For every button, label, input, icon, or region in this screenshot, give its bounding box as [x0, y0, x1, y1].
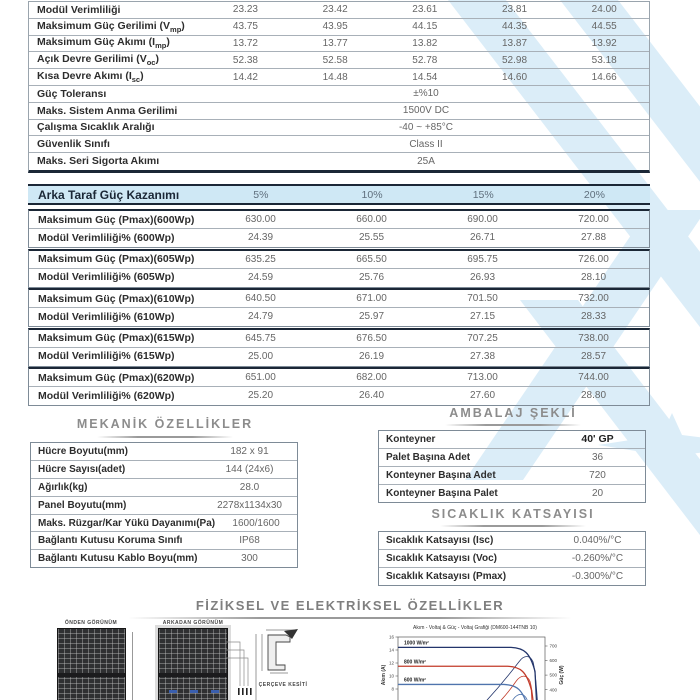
rear-gain-title: Arka Taraf Güç Kazanımı	[38, 187, 180, 202]
spec-row	[29, 308, 649, 325]
spec-value: 660.00	[356, 214, 387, 225]
spec-value: 720	[589, 469, 606, 481]
spec-row	[379, 568, 645, 585]
spec-label: Bağlantı Kutusu Koruma Sınıfı	[38, 535, 183, 547]
irradiance-series-label: 600 W/m²	[404, 677, 426, 684]
spec-label: Güç Toleransı	[37, 87, 107, 100]
spec-value: 24.79	[247, 311, 274, 322]
iv-curve	[398, 647, 540, 700]
y-axis-tick-label: 700	[549, 643, 558, 649]
spec-value: 23.23	[232, 4, 258, 16]
spec-value: 713.00	[467, 372, 498, 383]
spec-row	[29, 290, 649, 308]
spec-value: 28.0	[239, 481, 260, 493]
spec-value: 671.00	[356, 293, 387, 304]
rear-gain-column-header: 10%	[361, 188, 383, 201]
junction-box-mark	[211, 690, 219, 693]
spec-value: 44.35	[501, 21, 528, 33]
iv-curve	[398, 684, 533, 700]
rear-gain-group	[28, 367, 650, 406]
spec-label: Bağlantı Kutusu Kablo Boyu(mm)	[38, 553, 198, 565]
spec-row	[29, 153, 649, 169]
spec-label: Maksimum Güç Gerilimi $(V_{mp})$	[37, 19, 185, 34]
spec-row	[29, 330, 649, 348]
spec-row	[29, 136, 649, 153]
spec-row	[29, 120, 649, 137]
spec-value: 13.87	[501, 37, 528, 49]
spec-label: Ağırlık(kg)	[38, 481, 88, 493]
spec-value: 36	[591, 451, 604, 463]
spec-value: 14.66	[591, 71, 617, 83]
spec-row	[29, 269, 649, 286]
section-underline	[97, 436, 233, 438]
spec-value: Class II	[409, 138, 443, 150]
packaging-table	[378, 430, 646, 503]
junction-box-mark	[169, 690, 177, 693]
spec-value: 28.57	[580, 350, 607, 362]
spec-value: 14.42	[232, 71, 258, 83]
spec-value: 682.00	[356, 372, 387, 383]
spec-value: 26.93	[469, 271, 496, 283]
spec-label: Hücre Boyutu(mm)	[38, 445, 129, 457]
right-axis-label: Güç (W)	[559, 665, 565, 685]
spec-row	[31, 532, 297, 550]
irradiance-series-label: 1000 W/m²	[404, 640, 429, 647]
spec-label: Konteyner Başına Palet	[386, 487, 498, 499]
spec-label: Çalışma Sıcaklık Aralığı	[37, 121, 155, 134]
spec-label: Modül Verimliliği% (610Wp)	[38, 310, 175, 323]
spec-value: 13.92	[591, 37, 617, 49]
spec-row	[379, 485, 645, 502]
spec-value: 27.60	[469, 390, 496, 401]
panel-busbar-band	[58, 673, 125, 677]
spec-value: 645.75	[245, 332, 276, 344]
spec-row	[31, 443, 297, 461]
spec-value: 1500V DC	[402, 105, 450, 117]
spec-label: Güvenlik Sınıfı	[37, 138, 110, 151]
spec-value: 14.54	[412, 71, 438, 83]
spec-value: 25A	[417, 155, 435, 167]
spec-value: 707.25	[467, 332, 498, 344]
spec-value: 25.00	[247, 350, 274, 362]
section-underline	[445, 424, 581, 426]
spec-label: Sıcaklık Katsayısı (Voc)	[386, 552, 497, 564]
spec-label: Palet Başına Adet	[386, 451, 471, 463]
spec-value: 695.75	[467, 253, 498, 265]
y-axis-tick-label: 600	[549, 658, 558, 664]
spec-value: 43.95	[322, 21, 348, 33]
spec-row	[29, 2, 649, 19]
spec-row	[29, 19, 649, 36]
electrical-spec-table	[28, 1, 650, 173]
spec-label: Sıcaklık Katsayısı (Isc)	[386, 534, 494, 546]
spec-value: -0.300%/°C	[571, 570, 624, 582]
rear-gain-column-header: 5%	[253, 188, 269, 201]
spec-row	[29, 229, 649, 246]
spec-value: 43.75	[232, 21, 258, 33]
spec-value: ±%10	[413, 88, 439, 100]
spec-row	[29, 69, 649, 86]
spec-row	[29, 348, 649, 365]
spec-value: -40 ~ +85°C	[398, 121, 454, 133]
spec-value: 665.50	[356, 253, 387, 265]
y-axis-tick-label: 10	[388, 673, 394, 679]
spec-value: 182 x 91	[230, 445, 269, 457]
spec-row	[29, 387, 649, 404]
spec-value: 732.00	[578, 293, 609, 304]
spec-value: 676.50	[356, 332, 387, 344]
y-axis-tick-label: 14	[388, 647, 394, 653]
spec-label: Maksimum Güç (Pmax)(615Wp)	[38, 332, 195, 344]
panel-back-view	[158, 628, 228, 700]
y-axis-tick-label: 400	[549, 687, 558, 693]
spec-label: Maksimum Güç (Pmax)(610Wp)	[38, 292, 195, 305]
spec-label: Maks. Sistem Anma Gerilimi	[37, 104, 178, 117]
spec-row	[29, 211, 649, 229]
frame-section-label: ÇERÇEVE KESİTİ	[258, 682, 308, 688]
spec-value: 52.78	[412, 54, 438, 66]
spec-value: 726.00	[578, 253, 609, 265]
spec-value: 738.00	[578, 332, 609, 344]
spec-value: 27.38	[469, 350, 496, 362]
spec-row	[29, 36, 649, 53]
rear-gain-group	[28, 288, 650, 327]
spec-value: 651.00	[245, 372, 276, 383]
height-dimension-line	[132, 632, 133, 700]
iv-pv-chart	[375, 631, 575, 700]
spec-value: 28.33	[580, 311, 607, 322]
rear-gain-header-row	[28, 184, 650, 205]
spec-value: 13.72	[232, 37, 258, 49]
spec-label: Panel Boyutu(mm)	[38, 499, 127, 511]
section-underline	[440, 525, 586, 527]
callout-leader-lines	[226, 634, 260, 700]
mechanical-spec-table	[30, 442, 298, 568]
spec-value: 40' GP	[581, 433, 614, 446]
spec-label-subscript: oc	[146, 58, 156, 68]
spec-row	[29, 103, 649, 120]
spec-label: Modül Verimliliği% (620Wp)	[38, 389, 175, 402]
spec-row	[379, 431, 645, 449]
spec-value: 44.15	[412, 21, 438, 33]
iv-chart-title: Akım - Voltaj & Güç - Voltaj Grafiği (DM600-144TNB 10)	[413, 625, 537, 631]
physical-section-title: FİZİKSEL VE ELEKTRİKSEL ÖZELLİKLER	[195, 598, 505, 613]
spec-row	[29, 86, 649, 103]
rear-gain-column-header: 20%	[583, 188, 605, 201]
spec-row	[31, 497, 297, 515]
spec-row	[29, 251, 649, 269]
mechanical-section-title: MEKANİK ÖZELLİKLER	[76, 417, 254, 431]
spec-label: Maks. Rüzgar/Kar Yükü Dayanımı(Pa)	[38, 517, 216, 529]
frame-cross-section-drawing	[258, 627, 308, 677]
front-view-label: ÖNDEN GÖRÜNÜM	[64, 620, 118, 626]
spec-value: 52.98	[501, 54, 528, 66]
spec-row	[379, 532, 645, 550]
spec-value: 300	[241, 553, 258, 565]
spec-label-subscript: mp	[170, 24, 182, 34]
spec-value: 52.58	[322, 54, 348, 66]
spec-value: 23.42	[322, 4, 348, 16]
spec-row	[29, 369, 649, 387]
spec-value: 630.00	[245, 214, 276, 225]
spec-label: Sıcaklık Katsayısı (Pmax)	[386, 570, 507, 582]
spec-row	[31, 550, 297, 567]
spec-label: Modül Verimliliği% (605Wp)	[38, 271, 175, 283]
spec-value: IP68	[239, 535, 260, 547]
spec-value: 24.39	[247, 232, 274, 243]
rear-gain-column-header: 15%	[472, 188, 494, 201]
panel-front-view	[57, 628, 126, 700]
junction-box-mark	[190, 690, 198, 693]
spec-value: 635.25	[245, 253, 276, 265]
spec-value: 144 (24x6)	[225, 463, 274, 475]
spec-label: Hücre Sayısı(adet)	[38, 463, 126, 475]
spec-value: 20	[591, 487, 604, 499]
pv-curve	[398, 694, 535, 700]
spec-label: Konteyner Başına Adet	[386, 469, 496, 481]
spec-value: 25.97	[358, 311, 385, 322]
irradiance-series-label: 800 W/m²	[404, 659, 426, 666]
rear-gain-group	[28, 209, 650, 248]
spec-row	[29, 52, 649, 69]
spec-label: Maksimum Güç (Pmax)(620Wp)	[38, 371, 195, 384]
left-axis-label: Akım (A)	[381, 664, 387, 686]
spec-value: 640.50	[245, 293, 276, 304]
spec-value: 0.040%/°C	[573, 534, 622, 546]
y-axis-tick-label: 8	[391, 686, 394, 692]
spec-label: Kısa Devre Akımı $(I_{sc})$	[37, 70, 144, 85]
y-axis-tick-label: 12	[388, 660, 394, 666]
temp-coeff-table	[378, 531, 646, 586]
spec-row	[31, 461, 297, 479]
spec-label: Modül Verimliliği% (615Wp)	[38, 350, 175, 362]
spec-value: 52.38	[232, 54, 258, 66]
rear-gain-group	[28, 249, 650, 288]
spec-value: 26.71	[469, 232, 496, 243]
spec-value: -0.260%/°C	[571, 552, 624, 564]
spec-value: 13.82	[412, 37, 438, 49]
rear-gain-group	[28, 328, 650, 367]
spec-label: Maksimum Güç Akımı $(I_{mp})$	[37, 36, 170, 51]
temp-coeff-section-title: SICAKLIK KATSAYISI	[431, 507, 595, 521]
y-axis-tick-label: 16	[388, 634, 394, 640]
spec-label: Açık Devre Gerilimi $(V_{oc})$	[37, 53, 159, 68]
spec-value: 26.40	[358, 390, 385, 401]
spec-value: 26.19	[358, 350, 385, 362]
spec-value: 44.55	[591, 21, 617, 33]
spec-value: 53.18	[591, 54, 617, 66]
spec-value: 744.00	[578, 372, 609, 383]
spec-value: 25.55	[358, 232, 385, 243]
spec-value: 13.77	[322, 37, 348, 49]
spec-label: Modül Verimliliği% (600Wp)	[38, 231, 175, 244]
spec-value: 720.00	[578, 214, 609, 225]
spec-label-subscript: sc	[131, 75, 141, 85]
spec-label: Maksimum Güç (Pmax)(600Wp)	[38, 213, 195, 226]
spec-label: Maksimum Güç (Pmax)(605Wp)	[38, 253, 195, 265]
spec-label: Konteyner	[386, 433, 436, 445]
spec-value: 1600/1600	[232, 517, 280, 529]
spec-label: Maks. Seri Sigorta Akımı	[37, 155, 160, 168]
spec-value: 23.81	[501, 4, 528, 16]
spec-value: 24.59	[247, 271, 274, 283]
spec-label: Modül Verimliliği	[37, 3, 121, 16]
y-axis-tick-label: 500	[549, 672, 558, 678]
spec-value: 27.15	[469, 311, 496, 322]
spec-row	[379, 550, 645, 568]
section-underline	[128, 617, 572, 619]
spec-row	[379, 467, 645, 485]
packaging-section-title: AMBALAJ ŞEKLİ	[449, 406, 577, 420]
spec-value: 14.48	[322, 71, 348, 83]
spec-value: 2278x1134x30	[217, 499, 282, 511]
spec-row	[31, 515, 297, 533]
spec-value: 25.20	[247, 390, 274, 401]
spec-value: 24.00	[591, 4, 617, 16]
back-view-label: ARKADAN GÖRÜNÜM	[162, 620, 224, 626]
spec-value: 690.00	[467, 214, 498, 225]
spec-row	[379, 449, 645, 467]
spec-value: 28.10	[580, 271, 607, 283]
panel-busbar-band	[159, 673, 227, 677]
spec-value: 701.50	[467, 293, 498, 304]
spec-value: 23.61	[412, 4, 438, 16]
spec-row	[31, 479, 297, 497]
spec-value: 14.60	[501, 71, 528, 83]
chart-plot-border	[398, 637, 545, 700]
spec-value: 28.80	[580, 390, 607, 401]
spec-label-subscript: mp	[155, 41, 167, 51]
spec-value: 27.88	[580, 232, 607, 243]
spec-value: 25.76	[358, 271, 385, 283]
